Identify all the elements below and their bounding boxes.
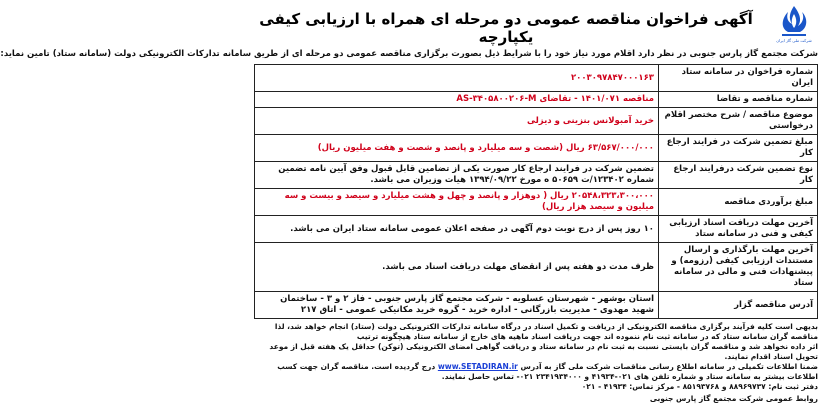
footer-notes — [254, 322, 818, 404]
tenderer-address: استان بوشهر - شهرستان عسلویه - شرکت مجتمع گاز پارس جنوبی - فاز ۲ و ۳ - ساختمان شهید مهدوی - مدیریت بازرگانی - اداره خرید - گروه خرید مکانیکی عمومی - اتاق ۲۱۷ — [255, 292, 659, 319]
intro-text: شرکت مجتمع گاز پارس جنوبی در نظر دارد اقلام مورد نیاز خود را با شرایط ذیل بصورت برگزاری مناقصه عمومی دو مرحله ای از طریق سامانه تدارکات الکترونیکی دولت (سامانه ستاد) تامین نماید: — [0, 49, 818, 59]
guarantee-amount: ۶۳/۵۶۷/۰۰۰/۰۰۰ ریال (شصت و سه میلیارد و پانصد و شصت و هفت میلیون ریال) — [255, 135, 659, 162]
svg-text:شرکت ملی گاز ایران: شرکت ملی گاز ایران — [776, 38, 812, 43]
tender-request-code: مناقصه ۱۴۰۱/۰۷۱ - تقاضای AS-۳۴۰۵۸۰۰۲۰۶-M — [255, 92, 659, 108]
table-row — [255, 108, 818, 135]
upload-deadline: ظرف مدت دو هفته پس از انقضای مهلت دریافت اسناد می باشد. — [255, 243, 659, 292]
footer-line: دفتر ثبت نام: ۸۸۹۶۹۷۳۷ و ۸۵۱۹۳۷۶۸ - مرکز تماس: ۴۱۹۳۴ - ۰۲۱ — [581, 382, 818, 391]
document-deadline: ۱۰ روز پس از درج نوبت دوم آگهی در صفحه اعلان عمومی سامانه ستاد ایران می باشد. — [255, 216, 659, 243]
page-title: آگهی فراخوان مناقصه عمومی دو مرحله ای همراه با ارزیابی کیفی یکپارچه — [259, 10, 753, 46]
tender-number: ۲۰۰۳۰۹۷۸۴۷۰۰۰۱۶۳ — [255, 65, 659, 92]
row-label: آدرس مناقصه گزار — [659, 292, 818, 319]
header — [254, 4, 818, 44]
tender-subject: خرید آمبولانس بنزینی و دیزلی — [255, 108, 659, 135]
row-label: شماره مناقصه و تقاضا — [659, 92, 818, 108]
table-row — [255, 189, 818, 216]
guarantee-type: تضمین شرکت در فرایند ارجاع کار صورت یکی از تضامین قابل قبول وفق آیین نامه تضمین شماره ۱۲۳۴۰۲/ت ۵۰۶۵۹ ه مورخ ۱۳۹۴/۰۹/۲۲ هیات وزیران می باشد. — [255, 162, 659, 189]
signature: روابط عمومی شرکت مجتمع گاز پارس جنوبی — [649, 394, 818, 403]
table-row — [255, 292, 818, 319]
footer-line: بدیهی است کلیه فرآیند برگزاری مناقصه الکترونیکی از دریافت و تکمیل اسناد در درگاه سامانه تدارکات الکترونیکی دولت (ستاد) انجام خواهد شد، لذا مناقصه گران سامانه ستاد که در سامانه ثبت نام ننموده اند جهت دریافت اسناد ماهیه های خارج از سامانه ستاد هیچگونه ترتیب — [274, 322, 818, 341]
row-label: آخرین مهلت بارگذاری و ارسال مستندات ارزیابی کیفی (رزومه) و پیشنهادات فنی و مالی در سامانه ستاد — [659, 243, 818, 292]
footer-text: ضمنا اطلاعات تکمیلی در سامانه اطلاع رسانی مناقصات شرکت ملی گاز به آدرس — [520, 362, 818, 371]
table-row — [255, 162, 818, 189]
row-label: آخرین مهلت دریافت اسناد ارزیابی کیفی و فنی در سامانه ستاد — [659, 216, 818, 243]
row-label: شماره فراخوان در سامانه ستاد ایران — [659, 65, 818, 92]
table-row — [255, 92, 818, 108]
row-label: مبلغ برآوردی مناقصه — [659, 189, 818, 216]
table-row — [255, 65, 818, 92]
setad-link[interactable]: www.SETADIRAN.ir — [437, 362, 518, 371]
company-logo-icon — [770, 4, 818, 44]
footer-line — [254, 362, 818, 382]
row-label: مبلغ تضمین شرکت در فرایند ارجاع کار — [659, 135, 818, 162]
tender-table — [254, 64, 818, 319]
row-label: نوع تضمین شرکت درفرایند ارجاع کار — [659, 162, 818, 189]
row-label: موضوع مناقصه / شرح مختصر اقلام درخواستی — [659, 108, 818, 135]
table-row — [255, 216, 818, 243]
table-row — [255, 243, 818, 292]
footer-line: اثر داده نخواهد شد و مناقصه گران بایستی نسبت به ثبت نام در سامانه ستاد و دریافت گواهی امضای الکترونیکی (توکن) حداقل یک هفته قبل از موعد تحویل اسناد اقدام نمایند. — [269, 342, 818, 361]
footer-text: درج گردیده است. مناقصه گران جهت کسب اطلاعات بیشتر به سامانه ستاد و شماره تلفن های ۰۲۱-۴۱۹۳۴ و ۲۳۴۱۹۳۴۰۰۰ ۰۲۱- تماس حاصل نمایند. — [277, 362, 818, 381]
table-row — [255, 135, 818, 162]
estimated-amount: ۲۰۵۴۸،۳۲۳،۳۰۰،۰۰۰ ریال ( دوهزار و پانصد و چهل و هشت میلیارد و سیصد و بیست و سه میلیون و سیصد هزار ریال) — [255, 189, 659, 216]
